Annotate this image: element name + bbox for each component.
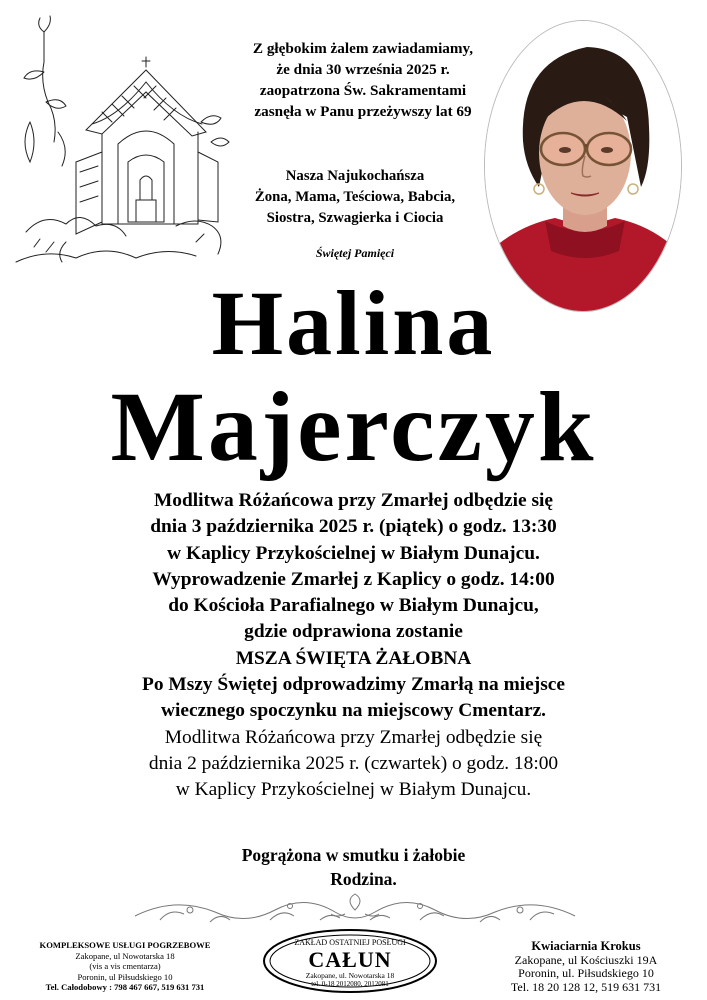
ad-line: Poronin, ul. Piłsudskiego 10 (518, 966, 654, 980)
mass-heading: MSZA ŚWIĘTA ŻAŁOBNA (235, 647, 472, 669)
swietej-pamieci-label: Świętej Pamięci (315, 246, 395, 260)
intro-line: zasnęła w Panu przeżywszy lat 69 (254, 103, 472, 120)
detail-line: do Kościoła Parafialnego w Białym Dunajcu, (168, 595, 539, 617)
ad-line: Poronin, ul Piłsudskiego 10 (77, 971, 173, 982)
deceased-first-name: Halina (211, 272, 496, 374)
ad-title: KOMPLEKSOWE USŁUGI POGRZEBOWE (39, 940, 211, 950)
calun-logo (262, 928, 438, 994)
detail-line: dnia 3 października 2025 r. (piątek) o godz. 13:30 (150, 516, 557, 538)
chapel-sketch-illustration (6, 12, 238, 270)
detail-line: gdzie odprawiona zostanie (244, 621, 463, 643)
ad-phone: Tel. Całodobowy : 798 467 667, 519 631 731 (45, 982, 205, 993)
logo-brand: CAŁUN (308, 947, 392, 972)
intro-line: że dnia 30 września 2025 r. (276, 61, 450, 78)
mourners-line: Pogrążona w smutku i żałobie (241, 845, 466, 865)
detail-line: wiecznego spoczynku na miejscowy Cmentarz. (160, 700, 547, 722)
family-line: Żona, Mama, Teściowa, Babcia, (254, 189, 456, 205)
family-line: Siostra, Szwagierka i Ciocia (266, 210, 444, 226)
funeral-details (0, 488, 707, 804)
rosary-line: dnia 2 października 2025 r. (czwartek) o godz. 18:00 (148, 752, 559, 774)
detail-line: Modlitwa Różańcowa przy Zmarłej odbędzie się (153, 490, 554, 511)
deceased-last-name: Majerczyk (110, 371, 597, 482)
intro-line: zaopatrzona Św. Sakramentami (259, 82, 467, 99)
rosary-line: w Kaplicy Przykościelnej w Białym Dunajcu. (175, 779, 532, 801)
ad-line: Zakopane, ul Nowotarska 18 (75, 950, 175, 961)
florist-ad (476, 940, 696, 994)
detail-line: w Kaplicy Przykościelnej w Białym Dunajcu. (167, 542, 540, 564)
logo-top-text: ZAKŁAD OSTATNIEJ POSŁUGI (294, 938, 406, 947)
rosary-line: Modlitwa Różańcowa przy Zmarłej odbędzie się (164, 726, 543, 748)
ornamental-flourish (130, 892, 580, 932)
family-line: Nasza Najukochańsza (285, 168, 425, 184)
ad-line: (vis a vis cmentarza) (89, 961, 161, 972)
intro-line: Z głębokim żalem zawiadamiamy, (252, 40, 474, 57)
detail-line: Wyprowadzenie Zmarłej z Kaplicy o godz. 14:00 (152, 568, 555, 590)
logo-address: Zakopane, ul. Nowotarska 18 (305, 971, 395, 980)
funeral-services-ad (14, 940, 236, 993)
announcement-intro (228, 38, 498, 122)
family-relations (220, 166, 490, 229)
detail-line: Po Mszy Świętej odprowadzimy Zmarłą na miejsce (142, 674, 565, 696)
ad-phone: Tel. 18 20 128 12, 519 631 731 (510, 979, 662, 994)
logo-phone: tel. 0-18 2012080, 2012081 (311, 980, 389, 988)
calun-logo-graphic (262, 928, 438, 994)
ad-line: Zakopane, ul Kościuszki 19A (514, 952, 658, 967)
mourners-family: Rodzina. (330, 869, 397, 889)
mourners-signature (0, 843, 707, 891)
ad-title: Kwiaciarnia Krokus (531, 939, 641, 953)
